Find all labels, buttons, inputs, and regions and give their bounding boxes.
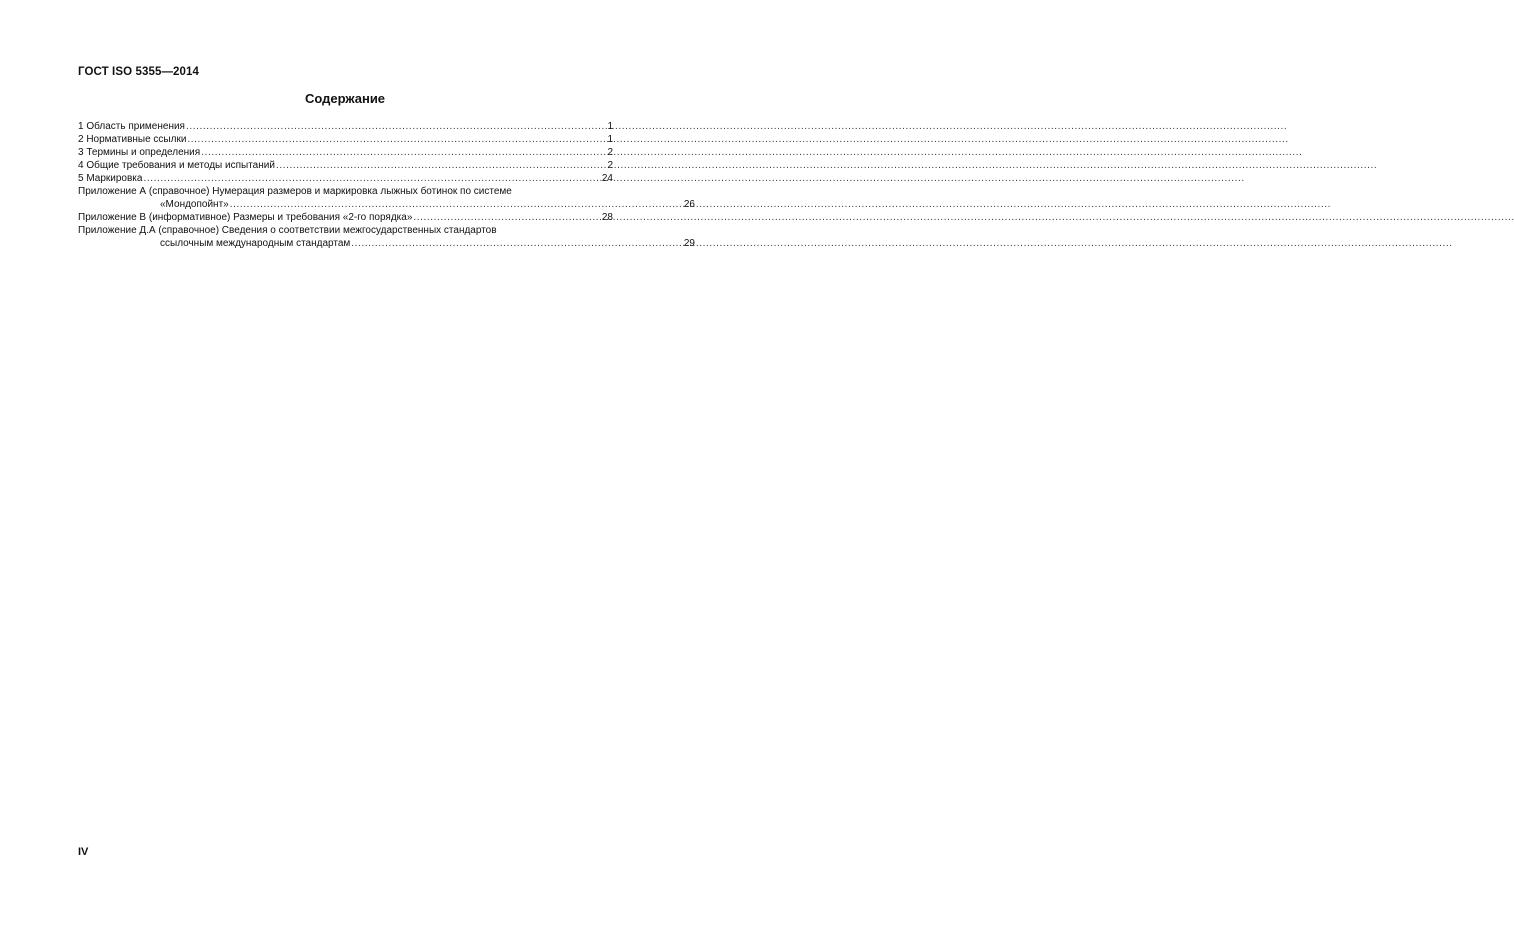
- toc-entry-appendix-a[interactable]: [78, 185, 695, 211]
- dot-leader: [187, 133, 606, 146]
- toc-entry-terms[interactable]: [78, 146, 613, 159]
- dot-leader: [413, 211, 601, 224]
- toc-entry-normative-references[interactable]: [78, 133, 613, 146]
- toc-entry-appendix-b[interactable]: [78, 211, 613, 224]
- toc-title: Содержание: [304, 91, 386, 106]
- toc-entry-page: 1: [607, 134, 613, 145]
- dot-leader: [230, 198, 683, 211]
- toc-entry-label: 2 Нормативные ссылки: [78, 134, 187, 145]
- dot-leader: [351, 237, 683, 250]
- toc-entry-label: 5 Маркировка: [78, 173, 143, 184]
- toc-entry-page: 2: [607, 147, 613, 158]
- dot-leader: [143, 172, 600, 185]
- toc-entry-label: 1 Область применения: [78, 121, 185, 132]
- toc-entry-page: 26: [683, 199, 695, 210]
- dot-leader: [201, 146, 606, 159]
- toc-entry-page: 29: [683, 238, 695, 249]
- standard-designation: ГОСТ ISO 5355—2014: [78, 66, 200, 78]
- toc-entry-label: Приложение Д.А (справочное) Сведения о соответствии межгосударственных стандартов: [78, 225, 497, 236]
- toc-entry-page: 1: [607, 121, 613, 132]
- toc-entry-page: 28: [601, 212, 613, 223]
- toc-entry-marking[interactable]: [78, 172, 613, 185]
- toc-entry-page: 24: [601, 173, 613, 184]
- toc-entry-continuation: [78, 237, 695, 250]
- toc-entry-label: Приложение В (информативное) Размеры и требования «2-го порядка»: [78, 212, 413, 223]
- toc-entry-label-continued: ссылочным международным стандартам: [160, 238, 351, 249]
- toc-entry-label: Приложение А (справочное) Нумерация размеров и маркировка лыжных ботинок по системе: [78, 186, 512, 197]
- page-number: IV: [78, 846, 89, 858]
- toc-entry-general-requirements[interactable]: [78, 159, 613, 172]
- toc-entry-label-continued: «Мондопойнт»: [160, 199, 229, 210]
- toc-entry-label: 3 Термины и определения: [78, 147, 201, 158]
- dot-leader: [186, 120, 606, 133]
- toc-entry-page: 2: [607, 160, 613, 171]
- toc-entry-appendix-da[interactable]: [78, 224, 695, 250]
- dot-leader: [276, 159, 607, 172]
- toc-entry-scope[interactable]: [78, 120, 613, 133]
- table-of-contents: [78, 120, 695, 250]
- toc-entry-continuation: [78, 198, 695, 211]
- toc-entry-label: 4 Общие требования и методы испытаний: [78, 160, 275, 171]
